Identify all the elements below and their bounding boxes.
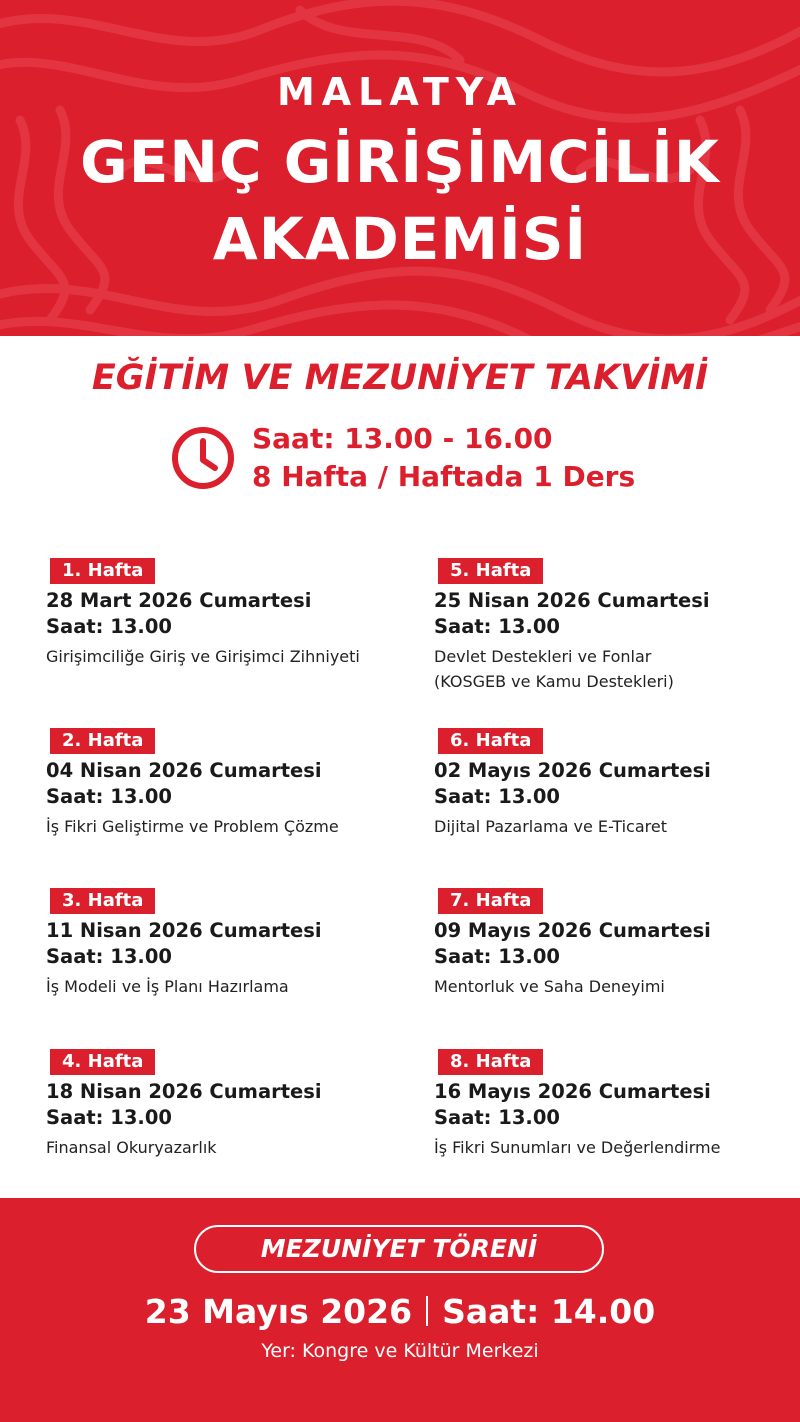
- week-time: Saat: 13.00: [434, 1106, 560, 1129]
- week-badge: 6. Hafta: [438, 728, 543, 754]
- week-badge: 4. Hafta: [50, 1049, 155, 1075]
- week-time: Saat: 13.00: [46, 785, 172, 808]
- week-topic: Devlet Destekleri ve Fonlar (KOSGEB ve Kamu Destekleri): [434, 647, 674, 691]
- week-date: 04 Nisan 2026 Cumartesi: [46, 759, 322, 782]
- schedule-title: EĞİTİM VE MEZUNİYET TAKVİMİ: [91, 358, 709, 398]
- week-time: Saat: 13.00: [434, 785, 560, 808]
- week-topic: Dijital Pazarlama ve E-Ticaret: [434, 817, 667, 836]
- week-badge: 2. Hafta: [50, 728, 155, 754]
- week-card: [46, 558, 406, 669]
- week-topic: İş Modeli ve İş Planı Hazırlama: [46, 977, 289, 996]
- week-topic: İş Fikri Sunumları ve Değerlendirme: [434, 1138, 721, 1157]
- week-time: Saat: 13.00: [434, 615, 560, 638]
- week-badge: 8. Hafta: [438, 1049, 543, 1075]
- week-topic: Finansal Okuryazarlık: [46, 1138, 217, 1157]
- week-time: Saat: 13.00: [434, 945, 560, 968]
- week-date: 11 Nisan 2026 Cumartesi: [46, 919, 322, 942]
- week-card: [434, 558, 764, 694]
- week-topic: Girişimciliğe Giriş ve Girişimci Zihniyeti: [46, 647, 360, 666]
- session-hours: Saat: 13.00 - 16.00: [252, 422, 553, 455]
- separator: [426, 1296, 428, 1326]
- week-card: [434, 728, 764, 839]
- week-date: 09 Mayıs 2026 Cumartesi: [434, 919, 711, 942]
- week-date: 25 Nisan 2026 Cumartesi: [434, 589, 710, 612]
- week-badge: 1. Hafta: [50, 558, 155, 584]
- academy-title-line1: GENÇ GİRİŞİMCİLİK: [80, 128, 720, 196]
- graduation-banner: [0, 1198, 800, 1422]
- course-frequency: 8 Hafta / Haftada 1 Ders: [252, 460, 636, 493]
- week-topic: Mentorluk ve Saha Deneyimi: [434, 977, 665, 996]
- graduation-time: Saat: 14.00: [442, 1292, 656, 1331]
- graduation-title: MEZUNİYET TÖRENİ: [194, 1225, 604, 1273]
- academy-title-line2: AKADEMİSİ: [212, 205, 588, 273]
- graduation-place: Yer: Kongre ve Kültür Merkezi: [261, 1340, 539, 1362]
- week-date: 28 Mart 2026 Cumartesi: [46, 589, 312, 612]
- week-card: [46, 728, 406, 839]
- week-time: Saat: 13.00: [46, 1106, 172, 1129]
- week-card: [46, 1049, 406, 1160]
- week-card: [46, 888, 406, 999]
- week-time: Saat: 13.00: [46, 945, 172, 968]
- week-time: Saat: 13.00: [46, 615, 172, 638]
- week-badge: 7. Hafta: [438, 888, 543, 914]
- clock-icon: [170, 425, 236, 491]
- week-date: 18 Nisan 2026 Cumartesi: [46, 1080, 322, 1103]
- graduation-datetime: [0, 1292, 800, 1331]
- graduation-date: 23 Mayıs 2026: [144, 1292, 413, 1331]
- week-badge: 5. Hafta: [438, 558, 543, 584]
- city-title: MALATYA: [276, 70, 524, 114]
- week-date: 16 Mayıs 2026 Cumartesi: [434, 1080, 711, 1103]
- week-date: 02 Mayıs 2026 Cumartesi: [434, 759, 711, 782]
- week-topic: İş Fikri Geliştirme ve Problem Çözme: [46, 817, 339, 836]
- week-badge: 3. Hafta: [50, 888, 155, 914]
- week-card: [434, 1049, 784, 1160]
- week-card: [434, 888, 764, 999]
- header-banner: [0, 0, 800, 336]
